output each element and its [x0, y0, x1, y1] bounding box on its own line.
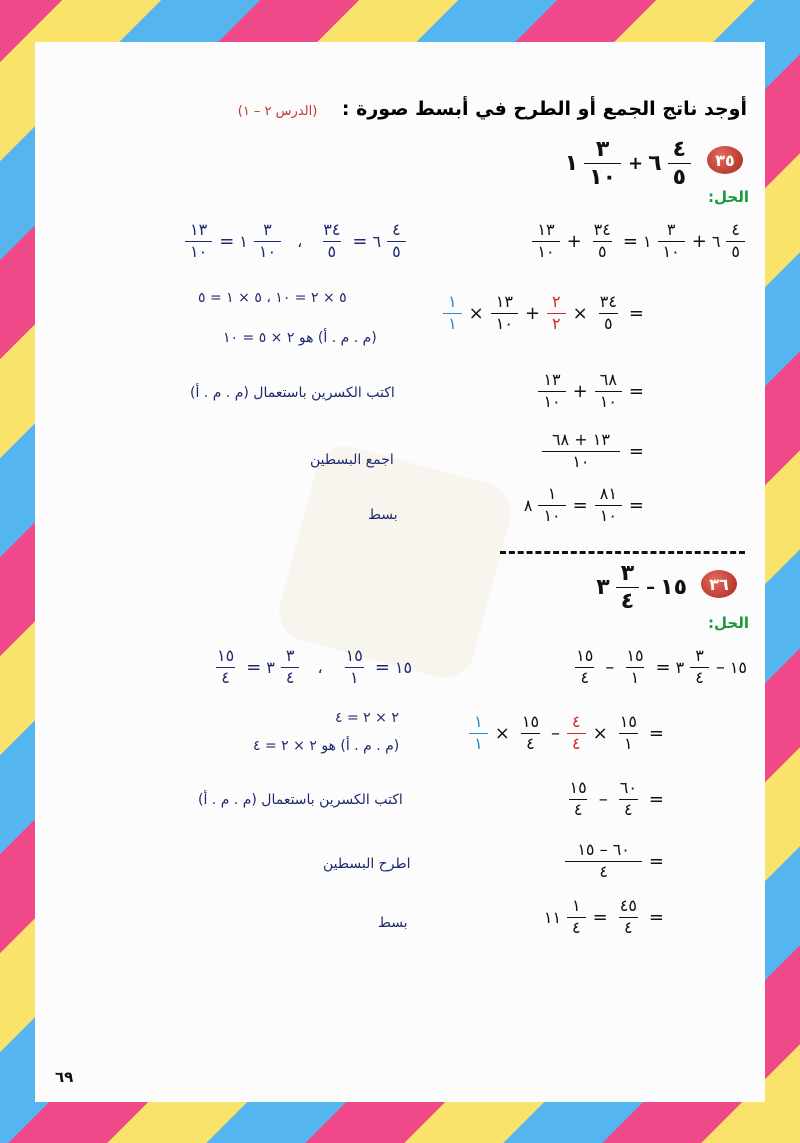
problem-36-step-5: ١١ $\frac{١}{٤}$ = $\frac{٤٥}{٤}$ =: [543, 896, 664, 937]
problem-35-note-add: اجمع البسطين: [310, 452, 394, 468]
exercise-heading: [238, 98, 747, 120]
dashed-separator: [500, 551, 745, 554]
problem-35-lcd: (م . م . أ) هو ٢ × ٥ = ١٠: [223, 330, 377, 346]
problem-36-step-1: $\frac{١٥}{٤}$ – $\frac{١٥}{١}$ = ٣ $\frac{٣}{٤}$ – ١٥: [576, 646, 747, 687]
lesson-reference: (الدرس ٢ – ١): [237, 104, 318, 119]
problem-36-step-3: $\frac{١٥}{٤}$ – $\frac{٦٠}{٤}$ =: [569, 778, 664, 819]
problem-35-multiples: ٥ × ٢ = ١٠ ، ٥ × ١ = ٥: [198, 290, 347, 306]
problem-35-step-1: $\frac{١٣}{١٠}$ + $\frac{٣٤}{٥}$ = ١ $\frac{٣}{١٠}$ + ٦ $\frac{٤}{٥}$: [530, 222, 747, 261]
problem-36-multiples: ٢ × ٢ = ٤: [335, 710, 399, 726]
problem-35-step-5: ٨ $\frac{١}{١٠}$ = $\frac{٨١}{١٠}$ =: [523, 484, 644, 525]
problem-36-note-simplify: بسط: [378, 915, 408, 931]
problem-35-conversion: $\frac{١٣}{١٠}$ = ١ $\frac{٣}{١٠}$ ، $\frac{٣٤}{٥}$ = ٦ $\frac{٤}{٥}$: [183, 222, 408, 261]
problem-35-step-3: $\frac{١٣}{١٠}$ + $\frac{٦٨}{١٠}$ =: [536, 372, 645, 411]
problem-36-note-subtract: اطرح البسطين: [323, 856, 411, 872]
page-number: ٦٩: [55, 1068, 74, 1086]
problem-36-conversion: $\frac{١٥}{٤}$ = ٣ $\frac{٣}{٤}$ ، $\frac{١٥}{١}$ = ١٥: [217, 646, 413, 687]
problem-36-step-2: $\frac{١}{١}$ × $\frac{١٥}{٤}$ – $\frac{٤}{٤}$ × $\frac{١٥}{١}$ =: [467, 714, 665, 753]
problem-36-expression: ٣ $\frac{٣}{٤}$ – ١٥: [596, 561, 687, 615]
problem-36-lcd: (م . م . أ) هو ٢ × ٢ = ٤: [253, 738, 400, 754]
problem-35-note-lcd: اكتب الكسرين باستعمال (م . م . أ): [190, 385, 395, 401]
problem-number-badge: ٣٥: [707, 146, 743, 174]
problem-36-step-4: $\frac{٦٠ - ١٥}{٤}$ =: [563, 842, 665, 881]
problem-35-note-simplify: بسط: [368, 507, 398, 523]
problem-35-step-4: $\frac{١٣ + ٦٨}{١٠}$ =: [538, 432, 645, 471]
solution-label: الحل:: [708, 614, 749, 632]
solution-label: الحل:: [708, 188, 749, 206]
problem-number-badge: ٣٦: [701, 570, 737, 598]
worksheet-page: [35, 42, 765, 1102]
heading-title: أوجد ناتج الجمع أو الطرح في أبسط صورة :: [341, 98, 747, 120]
problem-36-note-lcd: اكتب الكسرين باستعمال (م . م . أ): [198, 792, 403, 808]
problem-35-step-2: $\frac{١}{١}$ × $\frac{١٣}{١٠}$ + $\frac{٢}{٢}$ × $\frac{٣٤}{٥}$ =: [441, 294, 645, 333]
problem-35-expression: ١ $\frac{٣}{١٠}$ + ٦ $\frac{٤}{٥}$: [565, 138, 693, 189]
